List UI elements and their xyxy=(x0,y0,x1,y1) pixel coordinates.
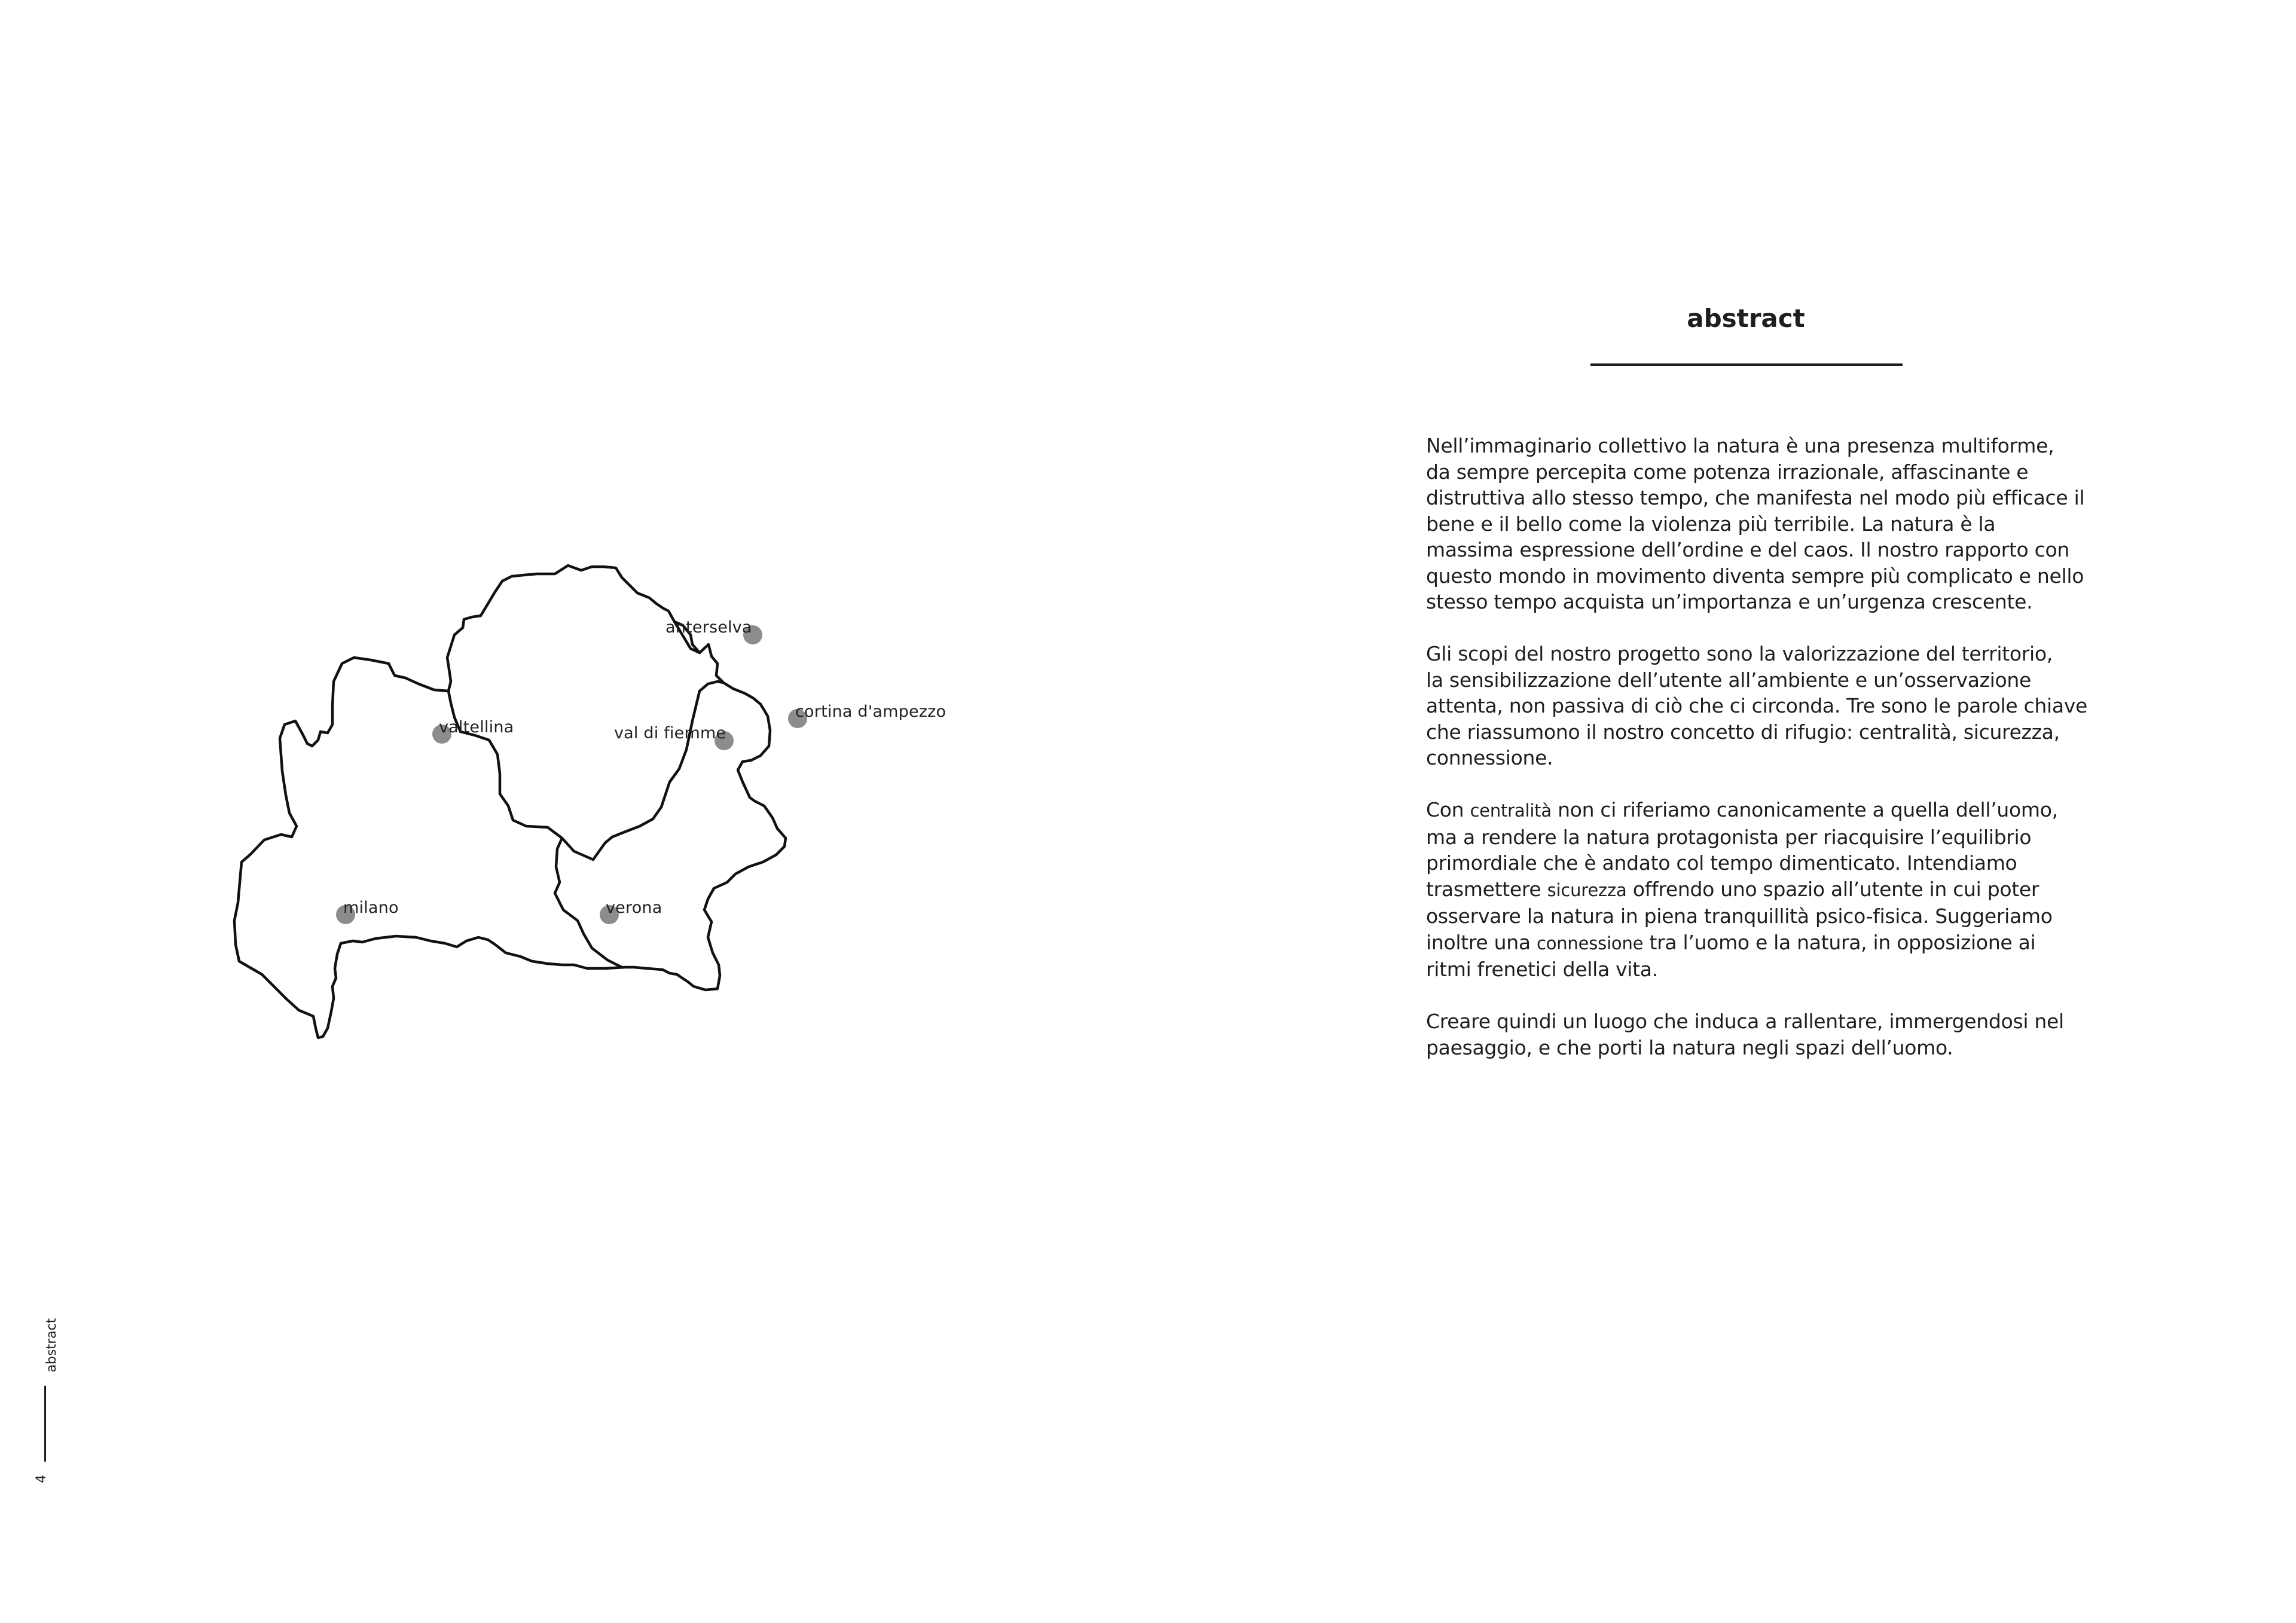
region-inner-boundary-north xyxy=(448,681,723,860)
text-line: paesaggio, e che porti la natura negli spazi dell’uomo. xyxy=(1426,1035,1953,1059)
text-line xyxy=(1426,876,2120,904)
page-title: abstract xyxy=(1687,304,1805,333)
keyword-connessione: connessione xyxy=(1536,933,1644,953)
section-marker-label: abstract xyxy=(44,1318,59,1373)
text-line xyxy=(1426,930,2120,957)
title-underline xyxy=(1590,363,1903,366)
place-label-anterselva: anterselva xyxy=(665,618,752,637)
text-line: Gli scopi del nostro progetto sono la valorizzazione del territorio, xyxy=(1426,642,2053,665)
text-line xyxy=(1426,797,2120,824)
text-line: osservare la natura in piena tranquillità psico-fisica. Suggeriamo xyxy=(1426,904,2053,928)
place-label-verona: verona xyxy=(606,898,662,917)
text-line: attenta, non passiva di ciò che ci circonda. Tre sono le parole chiave xyxy=(1426,694,2088,717)
text-line: ma a rendere la natura protagonista per riacquisire l’equilibrio xyxy=(1426,825,2032,849)
place-label-valtellina: valtellina xyxy=(439,718,514,736)
abstract-paragraph-4 xyxy=(1426,1008,2120,1060)
text-fragment: trasmettere xyxy=(1426,877,1547,901)
text-line: ritmi frenetici della vita. xyxy=(1426,958,1658,981)
text-line: Nell’immaginario collettivo la natura è una presenza multiforme, xyxy=(1426,434,2054,457)
abstract-paragraph-1 xyxy=(1426,433,2120,615)
place-label-val-di-fiemme: val di fiemme xyxy=(614,724,726,742)
text-line: massima espressione dell’ordine e del caos. Il nostro rapporto con xyxy=(1426,538,2069,561)
text-line: la sensibilizzazione dell’utente all’ambiente e un’osservazione xyxy=(1426,668,2032,692)
text-line: da sempre percepita come potenza irrazionale, affascinante e xyxy=(1426,460,2029,484)
text-line: stesso tempo acquista un’importanza e un’urgenza crescente. xyxy=(1426,590,2033,613)
text-line: questo mondo in movimento diventa sempre più complicato e nello xyxy=(1426,564,2084,588)
text-line: primordiale che è andato col tempo dimenticato. Intendiamo xyxy=(1426,851,2017,875)
place-label-cortina: cortina d'ampezzo xyxy=(795,702,947,721)
text-fragment: non ci riferiamo canonicamente a quella dell’uomo, xyxy=(1551,798,2058,821)
keyword-sicurezza: sicurezza xyxy=(1547,879,1627,900)
region-map-outline xyxy=(227,556,969,1052)
text-line: distruttiva allo stesso tempo, che manifesta nel modo più efficace il xyxy=(1426,486,2085,509)
text-fragment: Con xyxy=(1426,798,1470,821)
abstract-body xyxy=(1426,433,2120,1087)
text-fragment: tra l’uomo e la natura, in opposizione ai xyxy=(1643,930,2036,954)
region-map xyxy=(227,556,969,1052)
section-marker-line xyxy=(44,1386,46,1462)
page-number: 4 xyxy=(34,1475,49,1483)
abstract-paragraph-2 xyxy=(1426,641,2120,771)
text-line: che riassumono il nostro concetto di rifugio: centralità, sicurezza, xyxy=(1426,720,2060,744)
keyword-centralita: centralità xyxy=(1470,800,1552,821)
text-fragment: offrendo uno spazio all’utente in cui poter xyxy=(1626,877,2039,901)
abstract-paragraph-3 xyxy=(1426,797,2120,983)
text-line: connessione. xyxy=(1426,746,1553,769)
place-label-milano: milano xyxy=(343,898,399,917)
text-line: Creare quindi un luogo che induca a rallentare, immergendosi nel xyxy=(1426,1010,2064,1033)
text-line: bene e il bello come la violenza più terribile. La natura è la xyxy=(1426,512,1996,536)
text-fragment: inoltre una xyxy=(1426,930,1537,954)
